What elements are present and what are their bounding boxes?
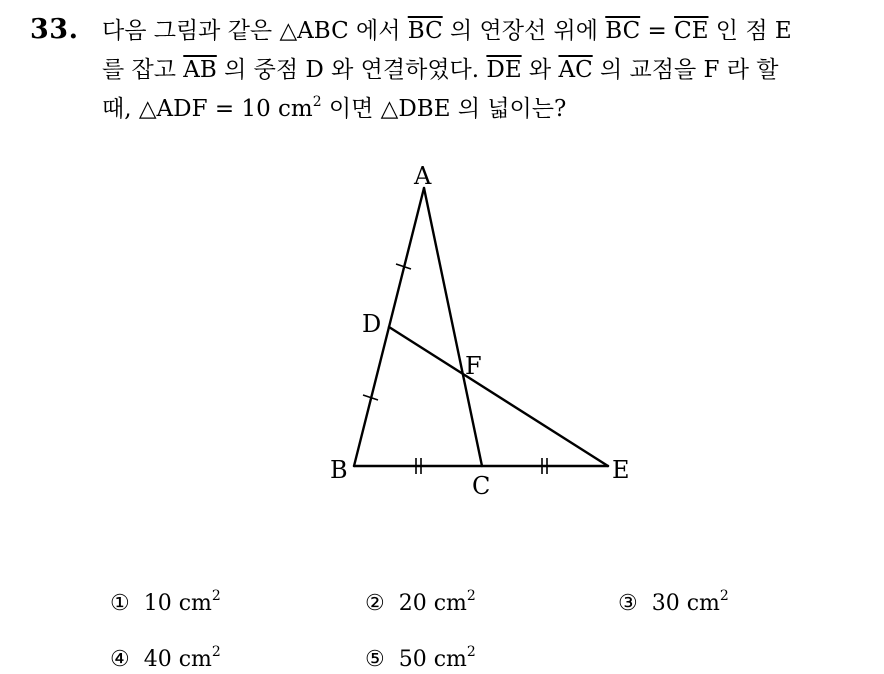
question-text: 때, △ADF = 10 cm [102,96,313,122]
choice-value: 40 cm [143,647,212,672]
question-text: 의 교점을 F 라 할 [592,57,779,83]
exponent: 2 [466,588,476,604]
answer-choice-4[interactable] [110,646,221,674]
segment-bc: $\overline{BC}$ [407,18,443,44]
choice-value: 50 cm [398,647,467,672]
choice-number: ⑤ [365,647,385,672]
vertex-label-e: E [612,456,630,484]
choice-number: ② [365,591,385,616]
exponent: 2 [312,94,322,110]
question-text: 를 잡고 [102,57,184,83]
segment-ab: $\overline{AB}$ [183,57,217,83]
answer-choice-5[interactable] [365,646,476,674]
question-text: 인 점 E [708,18,792,44]
triangle-figure [310,150,650,510]
choice-value: 10 cm [143,591,212,616]
exponent: 2 [211,644,221,660]
choice-number: ④ [110,647,130,672]
choice-value: 30 cm [651,591,720,616]
choice-number: ③ [618,591,638,616]
answer-choice-3[interactable] [618,590,729,618]
question-line-3 [102,94,566,124]
question-text: 이면 △DBE 의 넓이는? [321,96,567,122]
segment-ac: $\overline{AC}$ [558,57,593,83]
question-line-2 [102,55,779,85]
exponent: 2 [466,644,476,660]
question-number: 33. [30,14,79,45]
segment-de: $\overline{DE}$ [486,57,522,83]
vertex-label-d: D [362,310,382,338]
question-text: 의 중점 D 와 연결하였다. [216,57,487,83]
segment-ce: $\overline{CE}$ [674,18,709,44]
exponent: 2 [211,588,221,604]
question-text: 다음 그림과 같은 △ABC 에서 [102,18,408,44]
exponent: 2 [719,588,729,604]
answer-choice-1[interactable] [110,590,221,618]
answer-choice-2[interactable] [365,590,476,618]
vertex-label-f: F [465,352,482,380]
segment-de-line [389,327,608,466]
vertex-label-c: C [472,472,491,500]
vertex-label-b: B [330,456,348,484]
vertex-label-a: A [414,162,432,190]
question-text: 와 [521,57,559,83]
segment-bc: $\overline{BC}$ [605,18,641,44]
segment-ac-line [424,188,482,466]
choice-number: ① [110,591,130,616]
equals-sign: = [640,18,675,44]
question-line-1 [102,16,792,46]
question-text: 의 연장선 위에 [442,18,606,44]
choice-value: 20 cm [398,591,467,616]
